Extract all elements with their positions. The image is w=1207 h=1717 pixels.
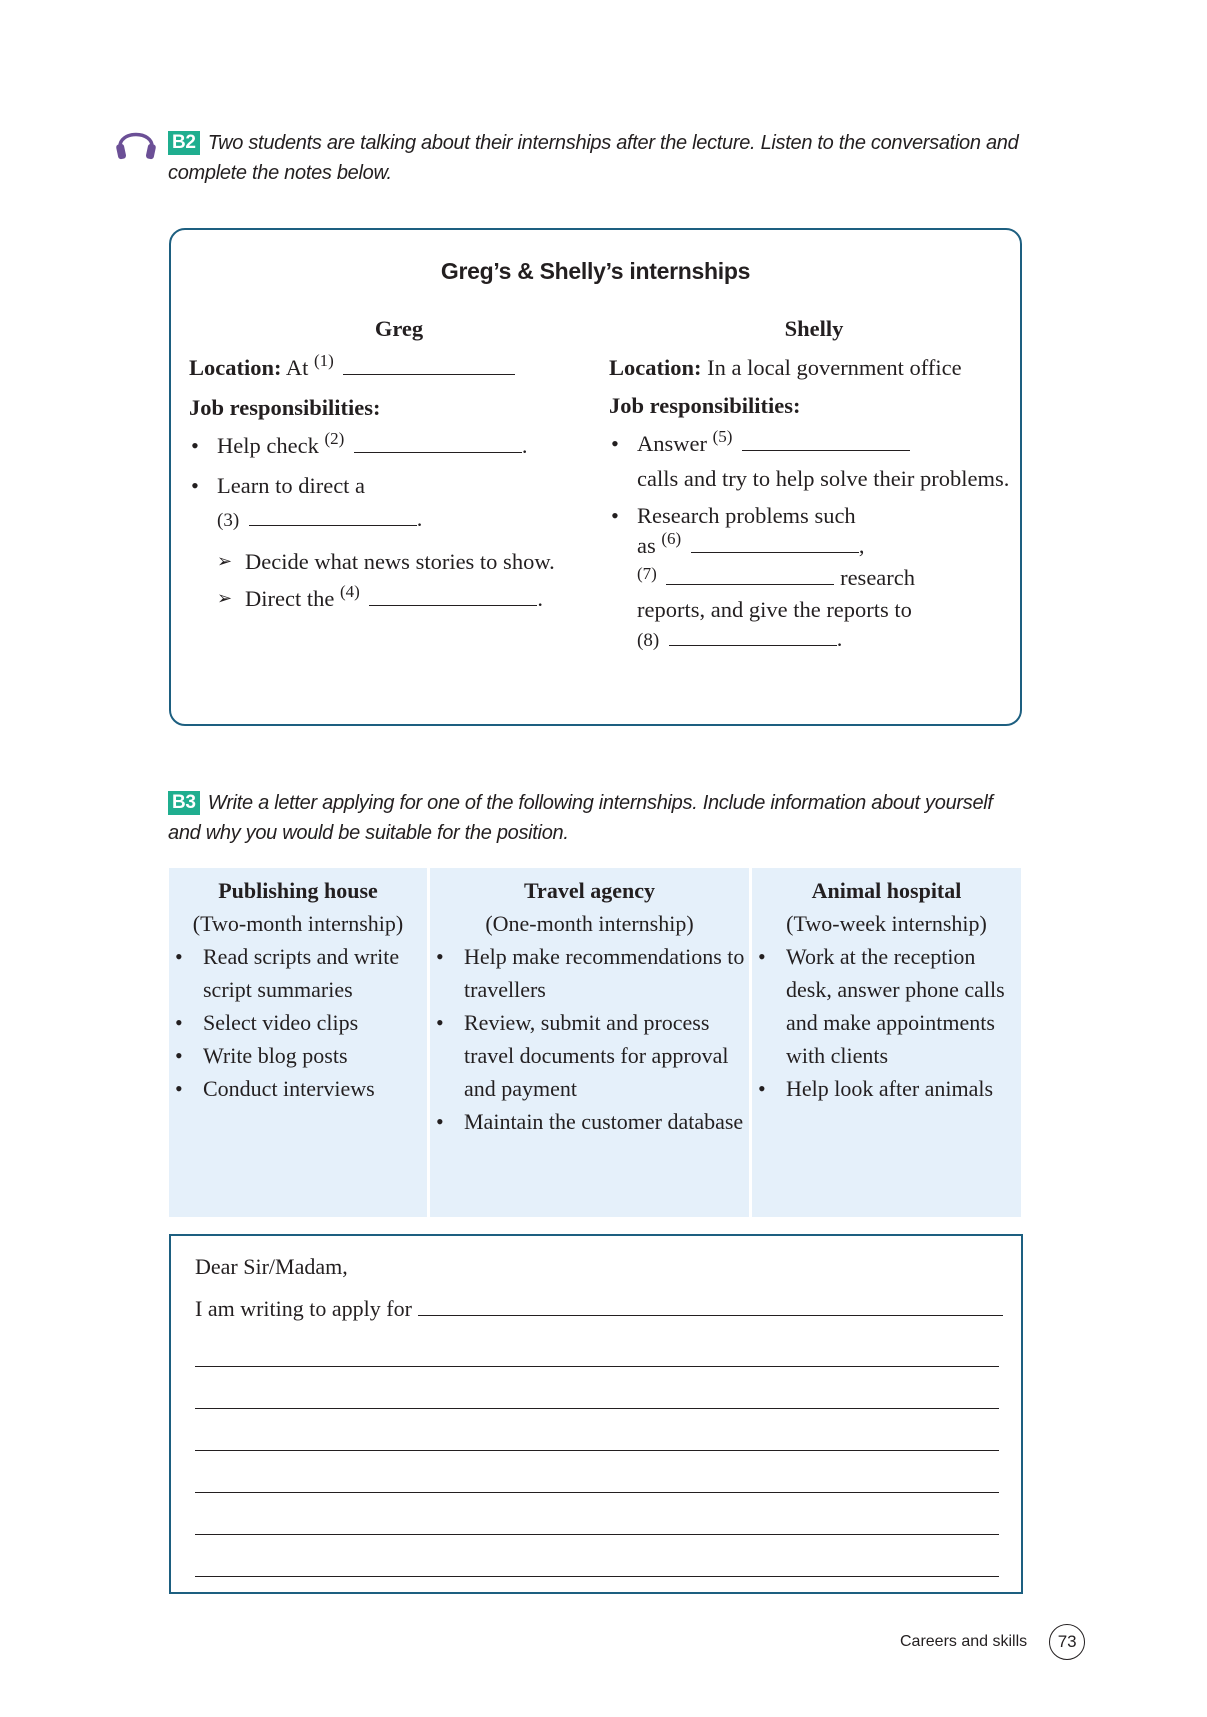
letter-writing-line[interactable]	[195, 1576, 999, 1577]
greg-subitem-1: ➢ Decide what news stories to show.	[189, 545, 589, 578]
notes-title: Greg’s & Shelly’s internships	[440, 258, 751, 284]
letter-writing-line[interactable]	[195, 1366, 999, 1367]
blank-number-1: (1)	[314, 351, 334, 370]
letter-writing-box	[169, 1234, 1023, 1594]
greg-location-label: Location:	[189, 355, 282, 380]
answer-blank-1[interactable]	[343, 354, 515, 375]
letter-opener: I am writing to apply for	[195, 1296, 412, 1321]
blank-number-5: (5)	[712, 427, 733, 446]
internship-publishing-house	[169, 868, 427, 1217]
duty-item: • Conduct interviews	[169, 1072, 427, 1105]
headphones-icon	[114, 120, 158, 164]
internship-animal-hospital	[752, 868, 1021, 1217]
shelly-item-1: • Answer $^{(5)}$ calls and try to help solve their problems.	[609, 427, 1019, 495]
letter-writing-line[interactable]	[195, 1534, 999, 1535]
internship-travel-agency	[430, 868, 749, 1217]
b3-instruction-block	[168, 788, 1028, 848]
duty-item: • Maintain the customer database	[430, 1105, 749, 1138]
page-footer	[900, 1624, 1085, 1660]
answer-blank-7[interactable]	[666, 564, 834, 585]
blank-number-7: (7)	[637, 564, 657, 583]
internship-duration: (One-month internship)	[485, 911, 694, 936]
answer-blank-4[interactable]	[369, 585, 537, 606]
greg-subitem-2: ➢ Direct the $^{(4)}$ .	[189, 582, 589, 617]
greg-location-text: At	[285, 355, 309, 380]
b3-instruction: Write a letter applying for one of the following internships. Include information about yourself and why you would be suitable for the position.	[168, 792, 993, 844]
shelly-location-text: In a local government office	[707, 355, 962, 380]
shelly-item-2: • Research problems such as $^{(6)}$ , $^{(7)}$ research reports, and give the reports to (8) .	[609, 501, 1019, 652]
b2-instruction: Two students are talking about their internships after the lecture. Listen to the conversation and complete the notes below.	[168, 132, 1019, 184]
greg-responsibilities-label: Job responsibilities:	[189, 395, 381, 420]
greg-column	[189, 312, 589, 620]
task-badge-b3: B3	[168, 791, 200, 815]
internship-duration: (Two-week internship)	[786, 911, 987, 936]
blank-number-6: (6)	[661, 529, 682, 548]
duty-item: • Help look after animals	[752, 1072, 1021, 1105]
internship-title: Animal hospital	[811, 878, 962, 903]
letter-opener-line	[195, 1296, 1003, 1322]
internship-title: Publishing house	[218, 878, 378, 903]
task-badge-b2: B2	[168, 131, 200, 155]
blank-number-3: (3)	[217, 510, 240, 531]
greg-item-2: • Learn to direct a (3) .	[189, 469, 589, 537]
internship-title: Travel agency	[524, 878, 655, 903]
duty-item: • Write blog posts	[169, 1039, 427, 1072]
arrow-bullet-icon: ➢	[217, 588, 233, 608]
letter-greeting: Dear Sir/Madam,	[195, 1254, 348, 1279]
shelly-heading: Shelly	[784, 316, 844, 341]
greg-item-1: • Help check $^{(2)}$ .	[189, 429, 589, 464]
blank-number-8: (8)	[637, 630, 660, 651]
internship-duration: (Two-month internship)	[192, 911, 404, 936]
page-number: 73	[1049, 1624, 1085, 1660]
blank-number-2: (2)	[324, 429, 345, 448]
duty-item: • Help make recommendations to travellers	[430, 940, 749, 1006]
letter-writing-line[interactable]	[195, 1492, 999, 1493]
duty-item: • Review, submit and process travel documents for approval and payment	[430, 1006, 749, 1105]
duty-item: • Read scripts and write script summaries	[169, 940, 427, 1006]
shelly-column	[609, 312, 1019, 657]
answer-blank-6[interactable]	[691, 532, 859, 553]
answer-blank-8[interactable]	[669, 625, 837, 646]
answer-blank-3[interactable]	[249, 505, 417, 526]
shelly-location-label: Location:	[609, 355, 702, 380]
duty-item: • Select video clips	[169, 1006, 427, 1039]
answer-blank-2[interactable]	[354, 432, 522, 453]
duty-item: • Work at the reception desk, answer phone calls and make appointments with clients	[752, 940, 1021, 1072]
blank-number-4: (4)	[339, 582, 360, 601]
letter-writing-line[interactable]	[418, 1296, 1003, 1316]
arrow-bullet-icon: ➢	[217, 551, 233, 571]
shelly-responsibilities-label: Job responsibilities:	[609, 393, 801, 418]
greg-heading: Greg	[374, 316, 424, 341]
section-name: Careers and skills	[900, 1633, 1028, 1650]
letter-writing-line[interactable]	[195, 1450, 999, 1451]
internships-table	[169, 868, 1021, 1217]
letter-writing-line[interactable]	[195, 1408, 999, 1409]
notes-box	[169, 228, 1022, 726]
b2-instruction-block	[168, 128, 1028, 188]
answer-blank-5[interactable]	[742, 430, 910, 451]
